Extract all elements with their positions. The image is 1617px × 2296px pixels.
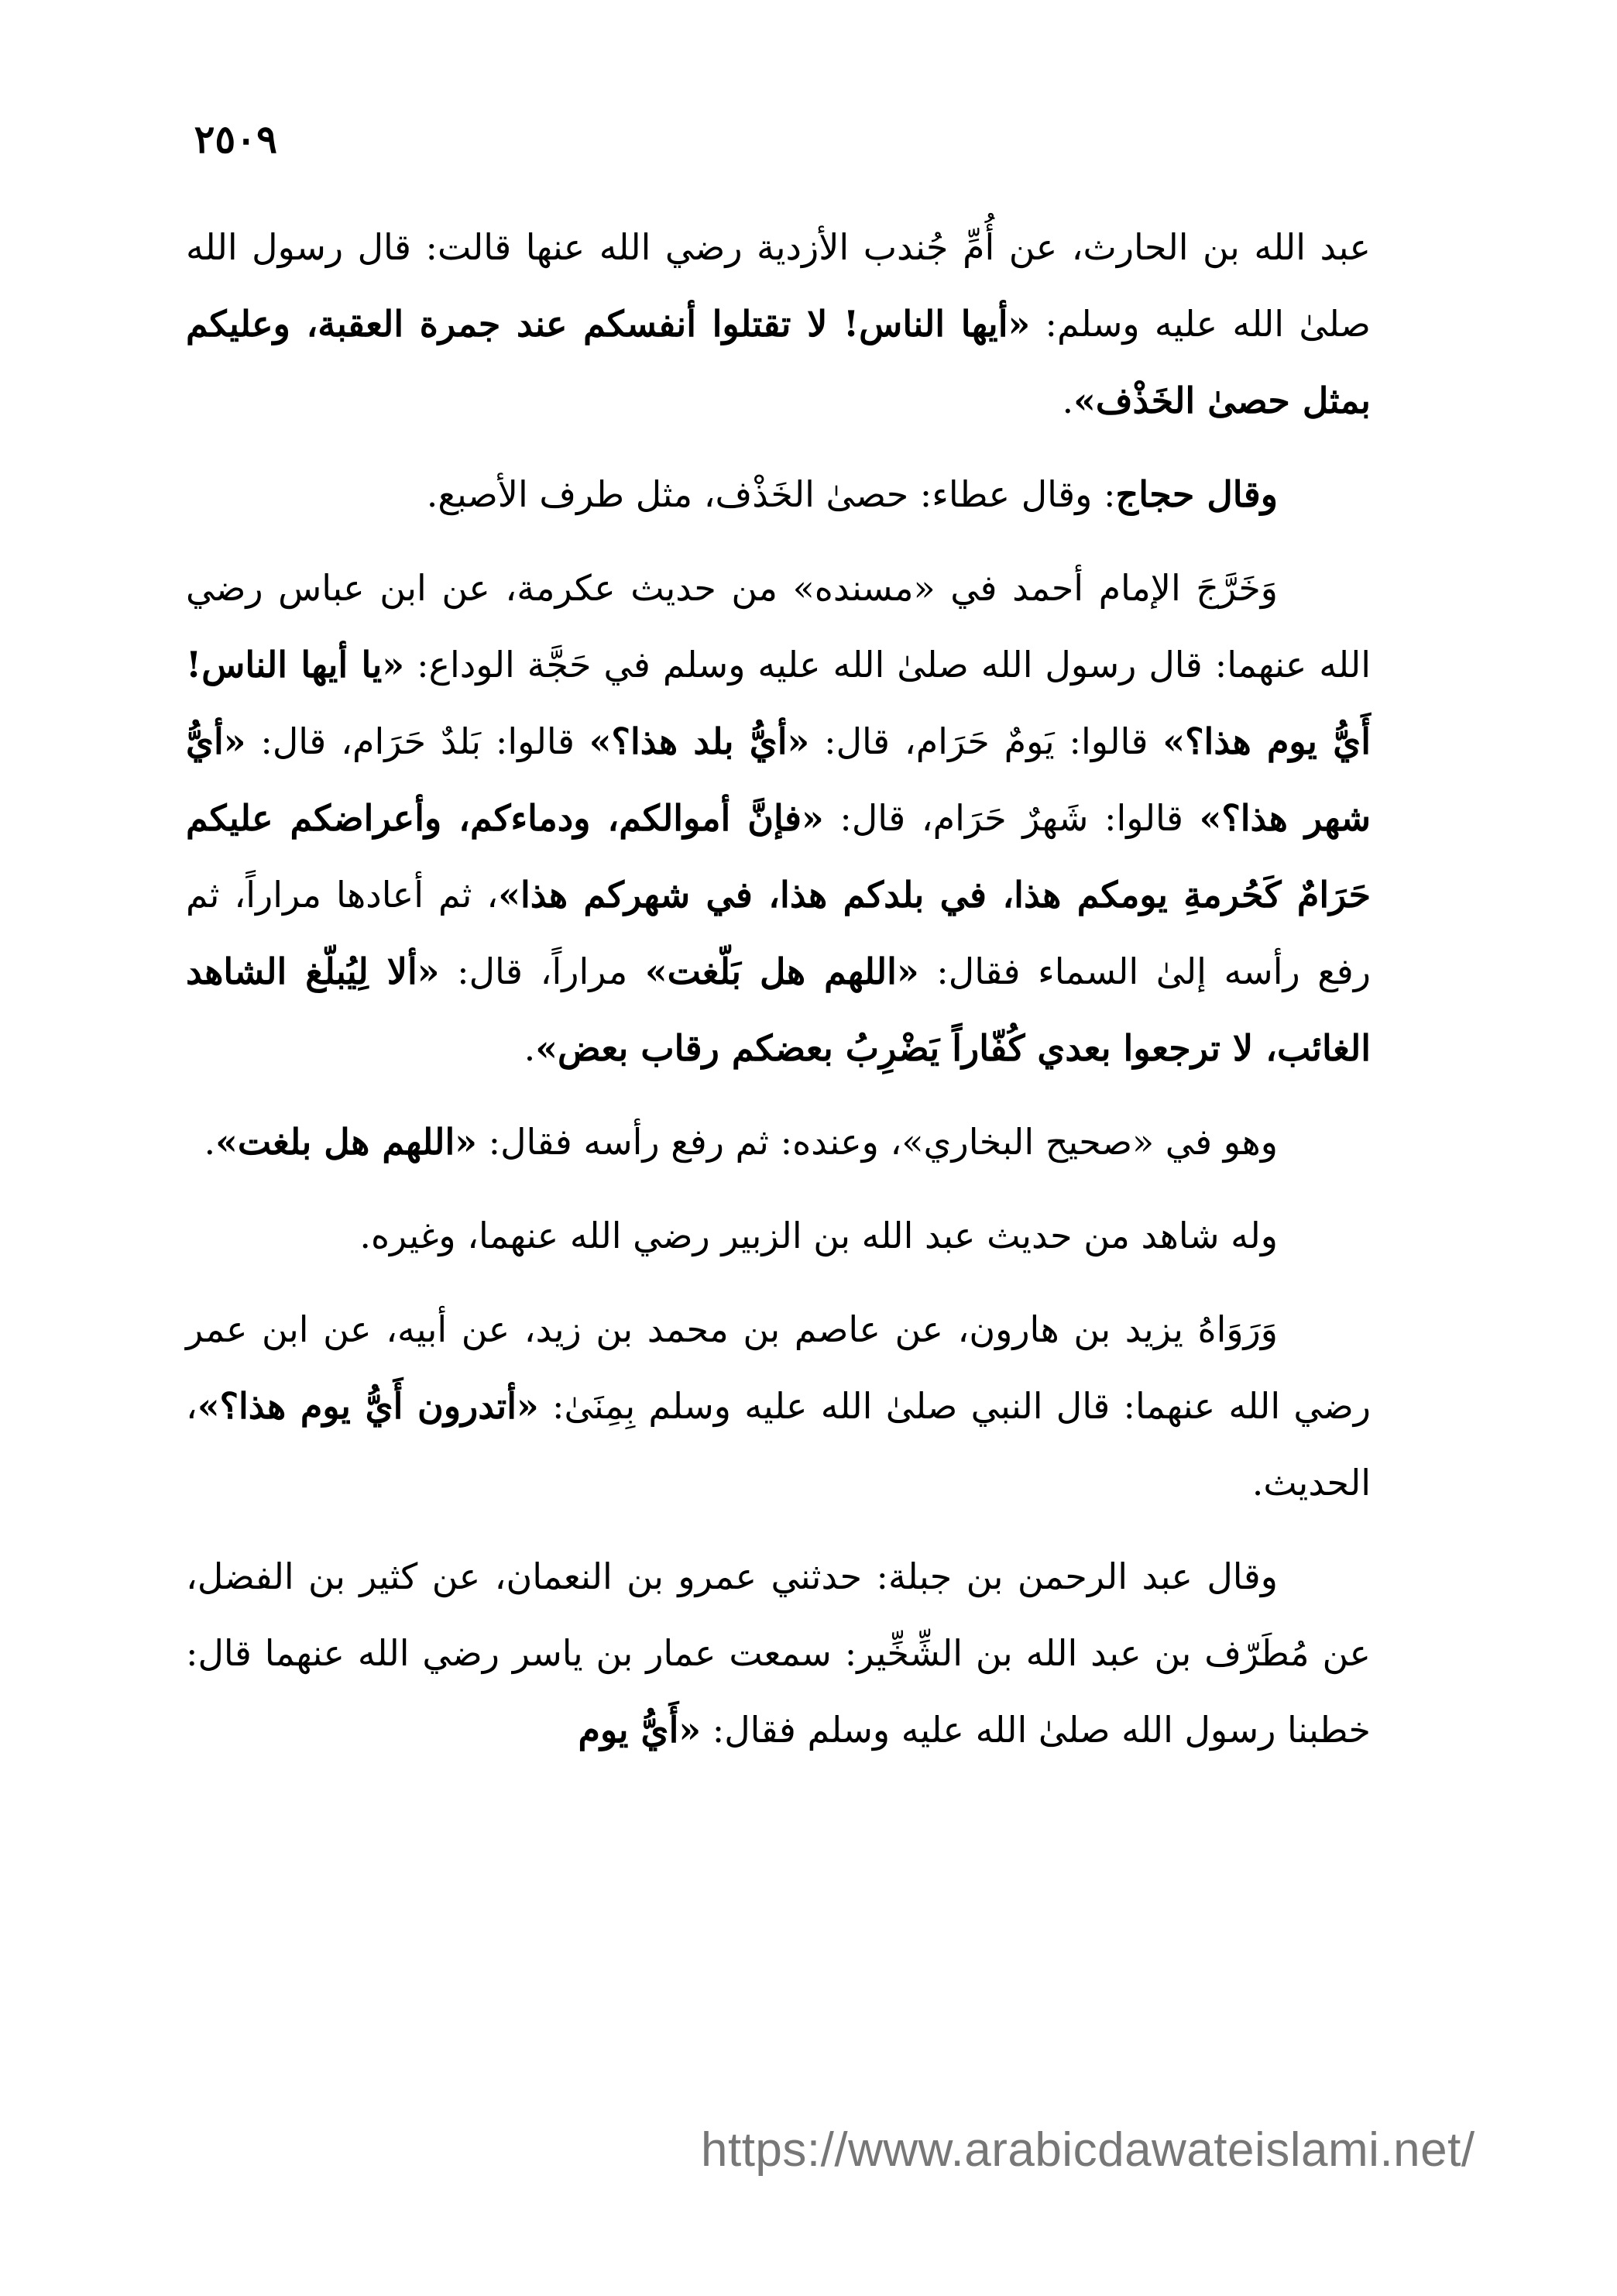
text-segment: وَرَوَاهُ يزيد بن هارون، عن عاصم بن محمد بن زيد، عن أبيه، عن ابن عمر رضي الله عنهما: قال النبي صلىٰ الله عليه وسلم بِمِنَىٰ: (186, 1308, 1371, 1427)
text-segment: ، ثم أعادها مراراً، ثم رفع رأسه إلىٰ السماء فقال: (186, 874, 1371, 992)
text-segment: قالوا: بَلدٌ حَرَام، قال: (245, 720, 589, 762)
paragraph-1 (186, 209, 1371, 439)
text-segment: قالوا: شَهرٌ حَرَام، قال: (823, 797, 1200, 839)
text-segment: ، الحديث. (186, 1385, 1371, 1504)
paragraph-2 (186, 456, 1371, 533)
text-segment: وَخَرَّجَ الإمام أحمد في «مسنده» من حديث عكرمة، عن ابن عباس رضي الله عنهما: قال رسول الله صلىٰ الله عليه وسلم في حَجَّة الوداع: (186, 567, 1371, 686)
hadith-quote: «أَيُّ يوم (578, 1709, 702, 1751)
paragraph-6 (186, 1291, 1371, 1521)
watermark-url: https://www.arabicdawateislami.net/ (701, 2123, 1475, 2177)
text-segment: . (524, 1027, 536, 1069)
text-segment: قالوا: يَومٌ حَرَام، قال: (809, 720, 1163, 762)
paragraph-7 (186, 1538, 1371, 1768)
paragraph-4 (186, 1104, 1371, 1181)
hadith-quote: «أتدرون أَيُّ يوم هذا؟» (197, 1385, 539, 1427)
text-segment: : وقال عطاء: حصىٰ الخَذْف، مثل طرف الأصبع. (426, 473, 1116, 515)
text-segment: مراراً، قال: (439, 950, 645, 992)
hadith-quote: «ألا لِيُبلّغ الشاهد الغائب، لا ترجعوا بعدي كُفّاراً يَضْرِبُ بعضكم رقاب بعض» (186, 950, 1371, 1069)
paragraph-3 (186, 550, 1371, 1087)
hadith-quote: «أيها الناس! لا تقتلوا أنفسكم عند جمرة العقبة، وعليكم بمثل حصىٰ الخَذْف» (186, 303, 1371, 421)
hadith-quote: «اللهم هل بَلّغت» (644, 950, 919, 992)
text-segment: عبد الله بن الحارث، عن أُمِّ جُندب الأزدية رضي الله عنها قالت: قال رسول الله صلىٰ الله عليه وسلم: (186, 226, 1371, 345)
text-segment: وقال عبد الرحمن بن جبلة: حدثني عمرو بن النعمان، عن كثير بن الفضل، عن مُطَرّف بن عبد الله بن الشِّخِّير: سمعت عمار بن ياسر رضي الله عنهما قال: خطبنا رسول الله صلىٰ الله عليه وسلم فقال: (186, 1555, 1371, 1751)
text-segment: . (204, 1121, 216, 1163)
narrator-name: وقال حجاج (1115, 473, 1278, 515)
hadith-quote: «أيُّ بلد هذا؟» (589, 720, 810, 762)
text-segment: . (1062, 380, 1074, 421)
page-body (186, 209, 1371, 1786)
hadith-quote: «فإنَّ أموالكم، ودماءكم، وأعراضكم عليكم حَرَامٌ كَحُرمةِ يومكم هذا، في بلدكم هذا، في شهركم هذا» (186, 797, 1372, 916)
text-segment: وله شاهد من حديث عبد الله بن الزبير رضي الله عنهما، وغيره. (359, 1215, 1278, 1256)
hadith-quote: «يا أيها الناس! أَيُّ يوم هذا؟» (186, 644, 1371, 762)
hadith-quote: «أيُّ شهر هذا؟» (186, 720, 1371, 839)
page-number: ٢٥٠٩ (194, 116, 277, 162)
hadith-quote: «اللهم هل بلغت» (215, 1121, 477, 1163)
text-segment: وهو في «صحيح البخاري»، وعنده: ثم رفع رأسه فقال: (476, 1121, 1278, 1163)
paragraph-5 (186, 1198, 1371, 1274)
